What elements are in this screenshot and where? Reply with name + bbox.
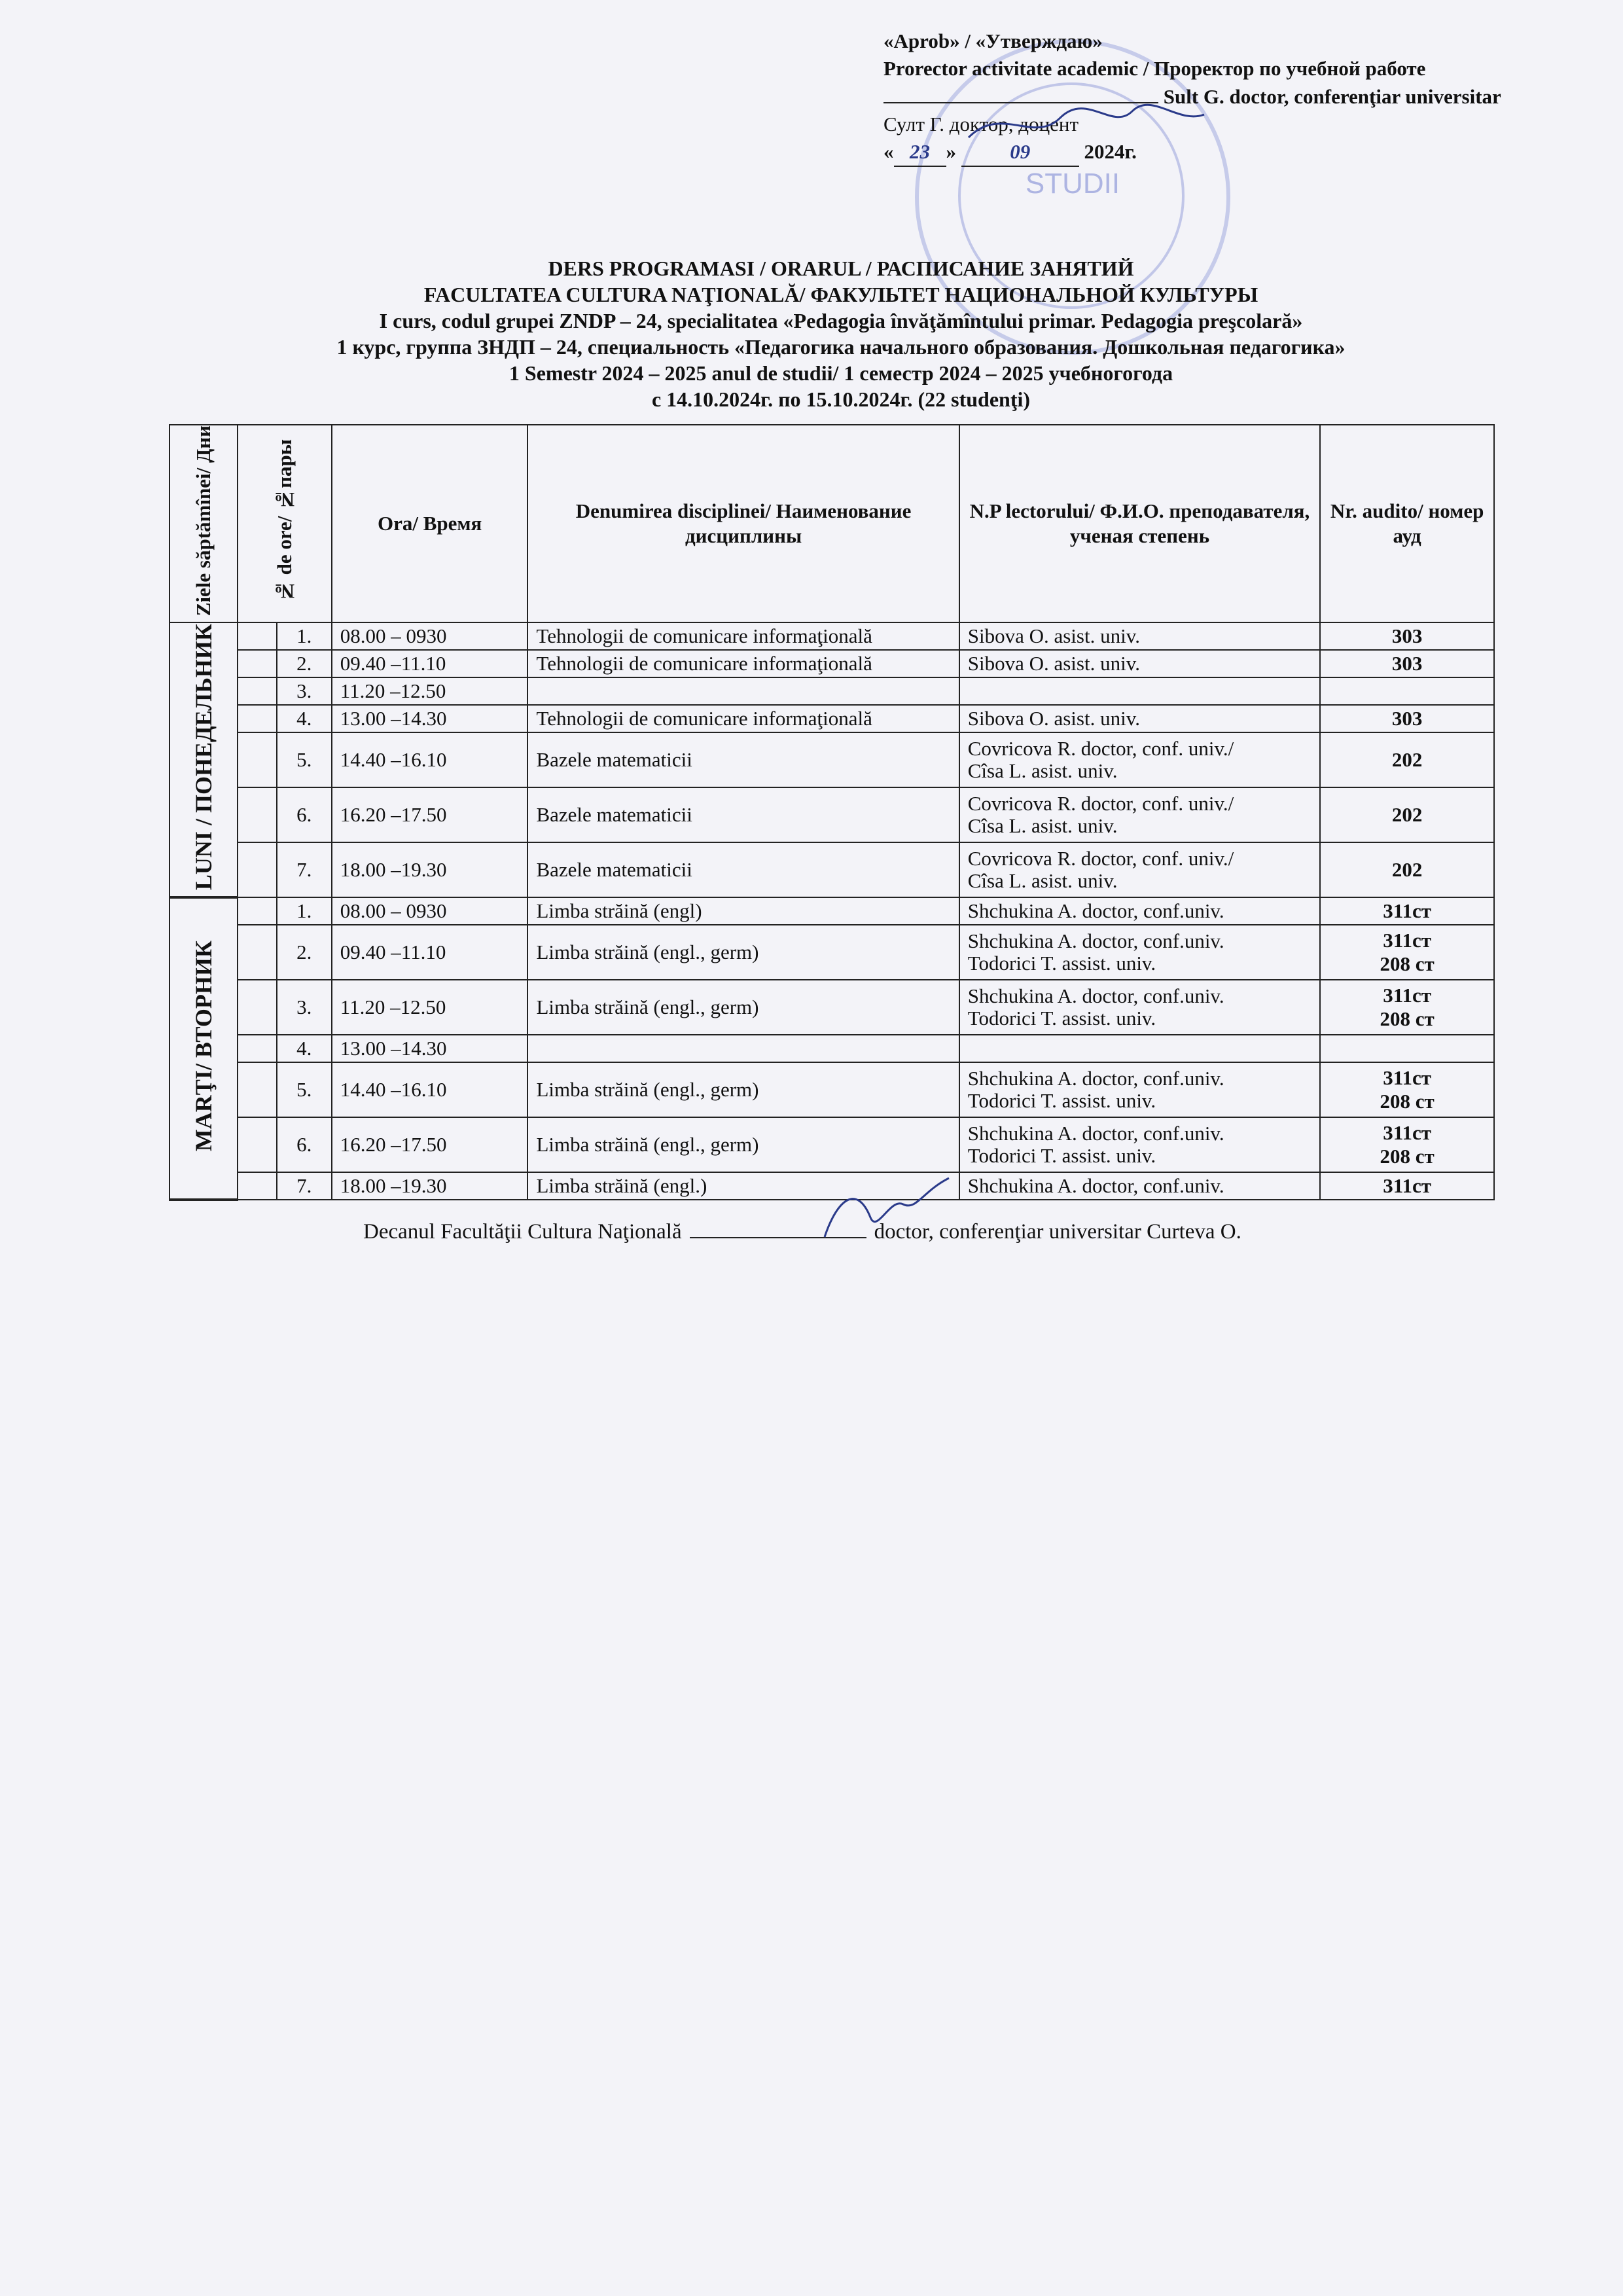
room-line: 202 — [1391, 748, 1423, 772]
day-label: LUNI / ПОНЕДЕЛЬНИК — [169, 622, 238, 897]
lesson-number: 3. — [277, 980, 332, 1035]
lesson-room — [1320, 1035, 1494, 1062]
lecturer-line: Covricova R. doctor, conf. univ./ — [967, 792, 1234, 816]
lecturer-line: Cîsa L. asist. univ. — [967, 869, 1118, 893]
table-row — [169, 1062, 1494, 1117]
header-time: Ora/ Время — [332, 425, 528, 622]
lesson-time: 11.20 –12.50 — [332, 677, 528, 705]
heading-group-ru: 1 курс, группа ЗНДП – 24, специальность «Педагогика начального образования. Дошкольная педагогика» — [336, 335, 1346, 359]
table-row — [169, 842, 1494, 897]
room-line: 303 — [1391, 707, 1423, 730]
lesson-lecturer — [959, 1035, 1320, 1062]
lecturer-line: Shchukina A. doctor, conf.univ. — [967, 1067, 1224, 1090]
lesson-time: 16.20 –17.50 — [332, 1117, 528, 1172]
heading-semester: 1 Semestr 2024 – 2025 anul de studii/ 1 семестр 2024 – 2025 учебногогода — [508, 361, 1173, 385]
room-line: 311ст — [1383, 899, 1431, 923]
lesson-lecturer — [959, 980, 1320, 1035]
lesson-discipline: Limba străină (engl., germ) — [527, 925, 959, 980]
lecturer-line: Todorici T. assist. univ. — [967, 1007, 1156, 1030]
room-line: 208 ст — [1380, 1145, 1435, 1168]
lesson-lecturer — [959, 705, 1320, 732]
approval-signature — [962, 98, 1211, 151]
lesson-time: 13.00 –14.30 — [332, 1035, 528, 1062]
row-spacer — [238, 622, 277, 650]
lesson-number: 1. — [277, 622, 332, 650]
room-line: 311ст — [1383, 929, 1431, 952]
lesson-time: 18.00 –19.30 — [332, 1172, 528, 1200]
room-line: 202 — [1391, 858, 1423, 882]
lecturer-line: Shchukina A. doctor, conf.univ. — [967, 899, 1224, 923]
header-day: Ziele săptămînei/ Дни — [169, 425, 238, 622]
room-line: 208 ст — [1380, 1007, 1435, 1031]
lecturer-line: Shchukina A. doctor, conf.univ. — [967, 1174, 1224, 1198]
row-spacer — [238, 842, 277, 897]
lesson-room — [1320, 622, 1494, 650]
stamp-text: STUDII — [1025, 168, 1120, 200]
lesson-number: 6. — [277, 787, 332, 842]
lesson-number: 5. — [277, 732, 332, 787]
lecturer-line: Sibova O. asist. univ. — [967, 707, 1140, 730]
approval-date-month: 09 — [961, 138, 1079, 167]
approval-date-year: 2024г. — [1084, 140, 1137, 163]
lesson-discipline: Bazele matematicii — [527, 732, 959, 787]
row-spacer — [238, 1035, 277, 1062]
table-row — [169, 1117, 1494, 1172]
lesson-time: 09.40 –11.10 — [332, 650, 528, 677]
lecturer-line: Shchukina A. doctor, conf.univ. — [967, 984, 1224, 1008]
heading-period: с 14.10.2024г. по 15.10.2024г. (22 studenţi) — [651, 387, 1031, 411]
approval-position: Prorector activitate academic / Проректор по учебной работе — [883, 57, 1426, 80]
lesson-time: 09.40 –11.10 — [332, 925, 528, 980]
header-room: Nr. audito/ номер ауд — [1320, 425, 1494, 622]
lesson-room — [1320, 787, 1494, 842]
lesson-discipline: Tehnologii de comunicare informaţională — [527, 622, 959, 650]
lesson-number: 1. — [277, 897, 332, 925]
lesson-time: 16.20 –17.50 — [332, 787, 528, 842]
lesson-time: 08.00 – 0930 — [332, 622, 528, 650]
lesson-discipline: Limba străină (engl., germ) — [527, 1062, 959, 1117]
lesson-number: 5. — [277, 1062, 332, 1117]
lesson-discipline — [527, 1035, 959, 1062]
approval-title: «Aprob» / «Утверждаю» — [883, 29, 1103, 52]
lesson-discipline — [527, 677, 959, 705]
lesson-number: 4. — [277, 1035, 332, 1062]
lesson-number: 7. — [277, 842, 332, 897]
table-row — [169, 622, 1494, 650]
room-line: 303 — [1391, 652, 1423, 675]
row-spacer — [238, 705, 277, 732]
approval-date: « 23 » 09 2024г. — [883, 138, 1603, 167]
row-spacer — [238, 732, 277, 787]
row-spacer — [238, 980, 277, 1035]
lesson-lecturer — [959, 1172, 1320, 1200]
row-spacer — [238, 1172, 277, 1200]
room-line: 311ст — [1383, 1121, 1431, 1145]
lesson-room — [1320, 842, 1494, 897]
room-line: 311ст — [1383, 1066, 1431, 1090]
lesson-number: 2. — [277, 925, 332, 980]
row-spacer — [238, 925, 277, 980]
lesson-discipline: Limba străină (engl) — [527, 897, 959, 925]
lesson-lecturer — [959, 787, 1320, 842]
lesson-time: 14.40 –16.10 — [332, 1062, 528, 1117]
table-row — [169, 1035, 1494, 1062]
approval-name-ru: Султ Г. доктор, доцент — [883, 113, 1079, 135]
lesson-lecturer — [959, 622, 1320, 650]
lesson-room — [1320, 705, 1494, 732]
lecturer-line: Shchukina A. doctor, conf.univ. — [967, 1122, 1224, 1145]
day-label: MARŢI/ ВТОРНИК — [169, 897, 238, 1200]
lesson-room — [1320, 1172, 1494, 1200]
table-row — [169, 705, 1494, 732]
heading-title: DERS PROGRAMASI / ORARUL / РАСПИСАНИЕ ЗАНЯТИЙ — [548, 257, 1134, 280]
row-spacer — [238, 897, 277, 925]
lesson-discipline: Bazele matematicii — [527, 842, 959, 897]
table-header-row — [169, 425, 1494, 622]
table-row — [169, 677, 1494, 705]
lesson-number: 6. — [277, 1117, 332, 1172]
lesson-discipline: Bazele matematicii — [527, 787, 959, 842]
room-line: 202 — [1391, 803, 1423, 827]
lesson-lecturer — [959, 925, 1320, 980]
lesson-room — [1320, 1117, 1494, 1172]
dean-name: doctor, conferenţiar universitar Curteva O. — [874, 1220, 1241, 1244]
lecturer-line: Shchukina A. doctor, conf.univ. — [967, 929, 1224, 953]
lecturer-line: Todorici T. assist. univ. — [967, 1144, 1156, 1168]
approval-date-day: 23 — [894, 138, 946, 167]
lecturer-line: Covricova R. doctor, conf. univ./ — [967, 737, 1234, 761]
lesson-discipline: Tehnologii de comunicare informaţională — [527, 705, 959, 732]
dean-signature — [812, 1172, 955, 1250]
room-line: 311ст — [1383, 984, 1431, 1007]
lecturer-line: Todorici T. assist. univ. — [967, 1089, 1156, 1113]
approval-name: Sult G. doctor, conferenţiar universitar — [1163, 85, 1501, 108]
lesson-discipline: Limba străină (engl., germ) — [527, 980, 959, 1035]
lesson-number: 4. — [277, 705, 332, 732]
lecturer-line: Cîsa L. asist. univ. — [967, 759, 1118, 783]
dean-label: Decanul Facultăţii Cultura Naţională — [363, 1220, 682, 1244]
schedule-table — [169, 424, 1495, 1201]
table-row — [169, 732, 1494, 787]
header-discipline: Denumirea disciplinei/ Наименование дисциплины — [527, 425, 959, 622]
lesson-number: 2. — [277, 650, 332, 677]
table-row — [169, 787, 1494, 842]
row-spacer — [238, 1062, 277, 1117]
heading-group-ro: I curs, codul grupei ZNDP – 24, specialitatea «Pedagogia învăţămîntului primar. Pedagogia preşcolară» — [379, 309, 1303, 332]
row-spacer — [238, 787, 277, 842]
lesson-time: 18.00 –19.30 — [332, 842, 528, 897]
lesson-room — [1320, 650, 1494, 677]
room-line: 208 ст — [1380, 952, 1435, 976]
table-row — [169, 897, 1494, 925]
lesson-number: 3. — [277, 677, 332, 705]
lesson-room — [1320, 897, 1494, 925]
lecturer-line: Sibova O. asist. univ. — [967, 624, 1140, 648]
lesson-lecturer — [959, 1062, 1320, 1117]
table-row — [169, 650, 1494, 677]
lesson-time: 08.00 – 0930 — [332, 897, 528, 925]
document-headings — [170, 255, 1512, 412]
row-spacer — [238, 1117, 277, 1172]
lesson-number: 7. — [277, 1172, 332, 1200]
header-lecturer: N.P lectorului/ Ф.И.О. преподавателя, ученая степень — [959, 425, 1320, 622]
lesson-lecturer — [959, 897, 1320, 925]
lesson-room — [1320, 1062, 1494, 1117]
row-spacer — [238, 677, 277, 705]
row-spacer — [238, 650, 277, 677]
lesson-lecturer — [959, 1117, 1320, 1172]
lesson-lecturer — [959, 842, 1320, 897]
header-num: № de ore/ №пары — [238, 425, 332, 622]
lesson-room — [1320, 732, 1494, 787]
lesson-time: 11.20 –12.50 — [332, 980, 528, 1035]
lecturer-line: Sibova O. asist. univ. — [967, 652, 1140, 675]
lecturer-line: Covricova R. doctor, conf. univ./ — [967, 847, 1234, 870]
lesson-room — [1320, 980, 1494, 1035]
lesson-discipline: Limba străină (engl., germ) — [527, 1117, 959, 1172]
lesson-lecturer — [959, 677, 1320, 705]
room-line: 303 — [1391, 624, 1423, 648]
room-line: 208 ст — [1380, 1090, 1435, 1113]
lesson-lecturer — [959, 650, 1320, 677]
table-row — [169, 980, 1494, 1035]
dean-signature-line — [363, 1219, 1241, 1244]
lesson-lecturer — [959, 732, 1320, 787]
lesson-discipline: Limba străină (engl.) — [527, 1172, 959, 1200]
lesson-room — [1320, 677, 1494, 705]
lesson-time: 14.40 –16.10 — [332, 732, 528, 787]
lecturer-line: Cîsa L. asist. univ. — [967, 814, 1118, 838]
table-row — [169, 925, 1494, 980]
lecturer-line: Todorici T. assist. univ. — [967, 952, 1156, 975]
heading-faculty: FACULTATEA CULTURA NAŢIONALĂ/ ФАКУЛЬТЕТ НАЦИОНАЛЬНОЙ КУЛЬТУРЫ — [423, 283, 1258, 306]
lesson-discipline: Tehnologii de comunicare informaţională — [527, 650, 959, 677]
lesson-room — [1320, 925, 1494, 980]
lesson-time: 13.00 –14.30 — [332, 705, 528, 732]
room-line: 311ст — [1383, 1174, 1431, 1198]
